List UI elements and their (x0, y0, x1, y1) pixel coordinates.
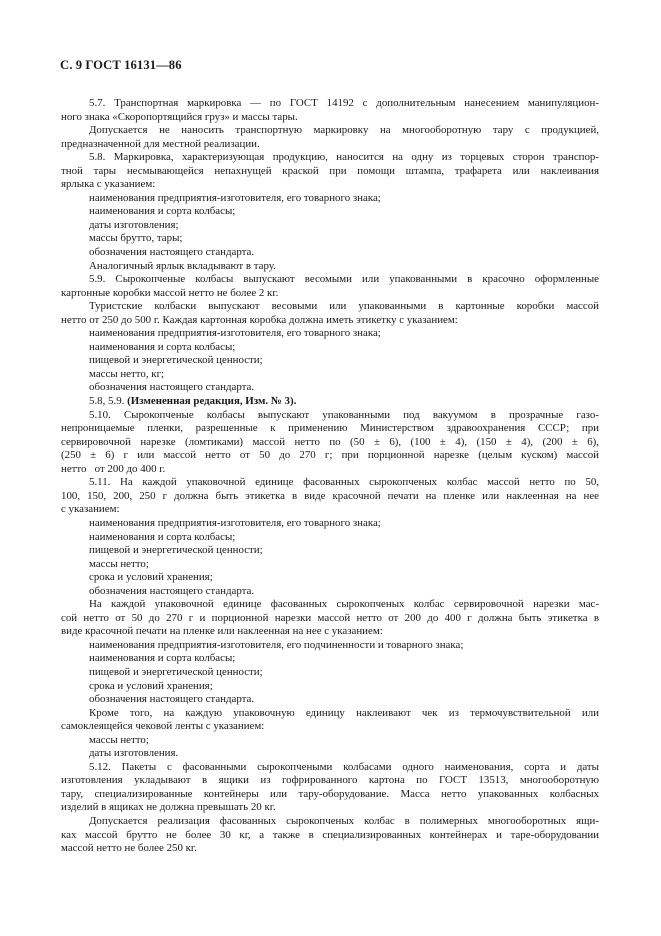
list-item: наименования предприятия-изготовителя, его товарного знака; (89, 516, 381, 529)
text-line: 5.10. Сырокопченые колбасы выпускают упакованными под вакуумом в прозрачные газо- (89, 408, 599, 421)
text-line: 100, 150, 200, 250 г должна быть этикетка в виде красочной печати на пленке или наклеенная на нее (61, 489, 599, 502)
text-line: нетто от 200 до 400 г. (61, 462, 166, 475)
text-line: ках массой брутто не более 30 кг, а также в специализированных контейнерах и таре-оборудовании (61, 828, 599, 841)
amendment-note: (Измененная редакция, Изм. № 3). (127, 395, 297, 408)
text-line: ярлыка с указанием: (61, 178, 156, 191)
text-line: 5.7. Транспортная маркировка — по ГОСТ 14192 с дополнительным нанесением манипуляцион- (89, 97, 599, 109)
list-item: массы нетто; (89, 557, 149, 570)
list-item: срока и условий хранения; (89, 679, 213, 692)
text-line: изделий в ящиках не должна превышать 20 кг. (61, 801, 276, 814)
list-item: наименования и сорта колбасы; (89, 652, 236, 665)
text-line: Кроме того, на каждую упаковочную единицу наклеивают чек из термочувствительной или (89, 706, 599, 719)
text-line: ного знака «Скоропортящийся груз» и массы тары. (61, 110, 298, 123)
text-line: 5.8. Маркировка, характеризующая продукцию, наносится на одну из торцевых сторон транспор- (89, 151, 599, 164)
text-line: тару, специализированные контейнеры или тару-оборудование. Масса нетто упакованных колбасных (61, 787, 599, 800)
list-item: наименования и сорта колбасы; (89, 205, 236, 218)
list-item: даты изготовления; (89, 218, 179, 231)
list-item: срока и условий хранения; (89, 571, 213, 584)
text-line: массой нетто не более 250 кг. (61, 842, 197, 855)
text-line: 5.9. Сырокопченые колбасы выпускают весомыми или упакованными в красочно оформленные (89, 273, 599, 286)
document-body (61, 97, 599, 856)
text-line: Допускается реализация фасованных сырокопченых колбас в полимерных многооборотных ящи- (89, 814, 599, 827)
list-item: обозначения настоящего стандарта. (89, 246, 255, 259)
list-item: массы нетто; (89, 733, 149, 746)
list-item: обозначения настоящего стандарта. (89, 693, 255, 706)
list-item: наименования предприятия-изготовителя, его товарного знака; (89, 327, 381, 340)
list-item: обозначения настоящего стандарта. (89, 584, 255, 597)
text-line: Допускается не наносить транспортную маркировку на многооборотную тару с продукцией, (89, 124, 599, 137)
list-item: обозначения настоящего стандарта. (89, 381, 255, 394)
text-line: нетто от 250 до 500 г. Каждая картонная коробка должна иметь этикетку с указанием: (61, 313, 458, 326)
text-line: изготовления укладывают в ящики из гофрированного картона по ГОСТ 13513, многооборотную (61, 774, 599, 787)
text-line: 5.12. Пакеты с фасованными сырокопчеными колбасами одного наименования, сорта и даты (89, 760, 599, 773)
text-line: Туристские колбаски выпускают весовыми или упакованными в картонные коробки массой (89, 300, 599, 313)
list-item: пищевой и энергетической ценности; (89, 665, 263, 678)
list-item: массы брутто, тары; (89, 232, 183, 245)
page-header: С. 9 ГОСТ 16131—86 (60, 58, 182, 72)
list-item: пищевой и энергетической ценности; (89, 354, 263, 367)
list-item: наименования предприятия-изготовителя, его товарного знака; (89, 191, 381, 204)
text-line: 5.11. На каждой упаковочной единице фасованных сырокопченых колбас массой нетто по 50, (89, 476, 599, 489)
text-line: (250 ± 6) г или массой нетто от 50 до 270 г; при порционной нарезке (целым куском) массой (61, 449, 599, 462)
text-line: 5.8, 5.9. (Измененная редакция, Изм. № 3). (89, 395, 297, 408)
list-item: наименования предприятия-изготовителя, его подчиненности и товарного знака; (89, 638, 464, 651)
text-line: самоклеящейся чековой ленты с указанием: (61, 720, 265, 733)
text-line: предназначенной для местной реализации. (61, 137, 260, 150)
text-line: картонные коробки массой нетто не более 2 кг. (61, 286, 279, 299)
list-item: наименования и сорта колбасы; (89, 530, 236, 543)
list-item: пищевой и энергетической ценности; (89, 544, 263, 557)
list-item: массы нетто, кг; (89, 367, 165, 380)
text-line: тной тары несмывающейся непахнущей краской при помощи штампа, трафарета или наклеивания (61, 164, 599, 177)
text-line: сой нетто от 50 до 270 г и порционной нарезки массой нетто от 200 до 400 г должна быть этикетка в (61, 611, 599, 624)
text-line: Аналогичный ярлык вкладывают в тару. (89, 259, 276, 272)
text-line: непроницаемые пленки, разрешенные к применению Министерством здравоохранения СССР; при (61, 422, 599, 435)
list-item: даты изготовления. (89, 747, 179, 760)
text-line: сервировочной нарезке (ломтиками) массой нетто по (50 ± 6), (100 ± 4), (150 ± 4), (200 ± 6), (61, 435, 599, 448)
text-line: На каждой упаковочной единице фасованных сырокопченых колбас сервировочной нарезки мас- (89, 598, 599, 611)
text-line: с указанием: (61, 503, 120, 516)
list-item: наименования и сорта колбасы; (89, 340, 236, 353)
text-line: виде красочной печати на пленке или наклеенная на нее с указанием: (61, 625, 383, 638)
